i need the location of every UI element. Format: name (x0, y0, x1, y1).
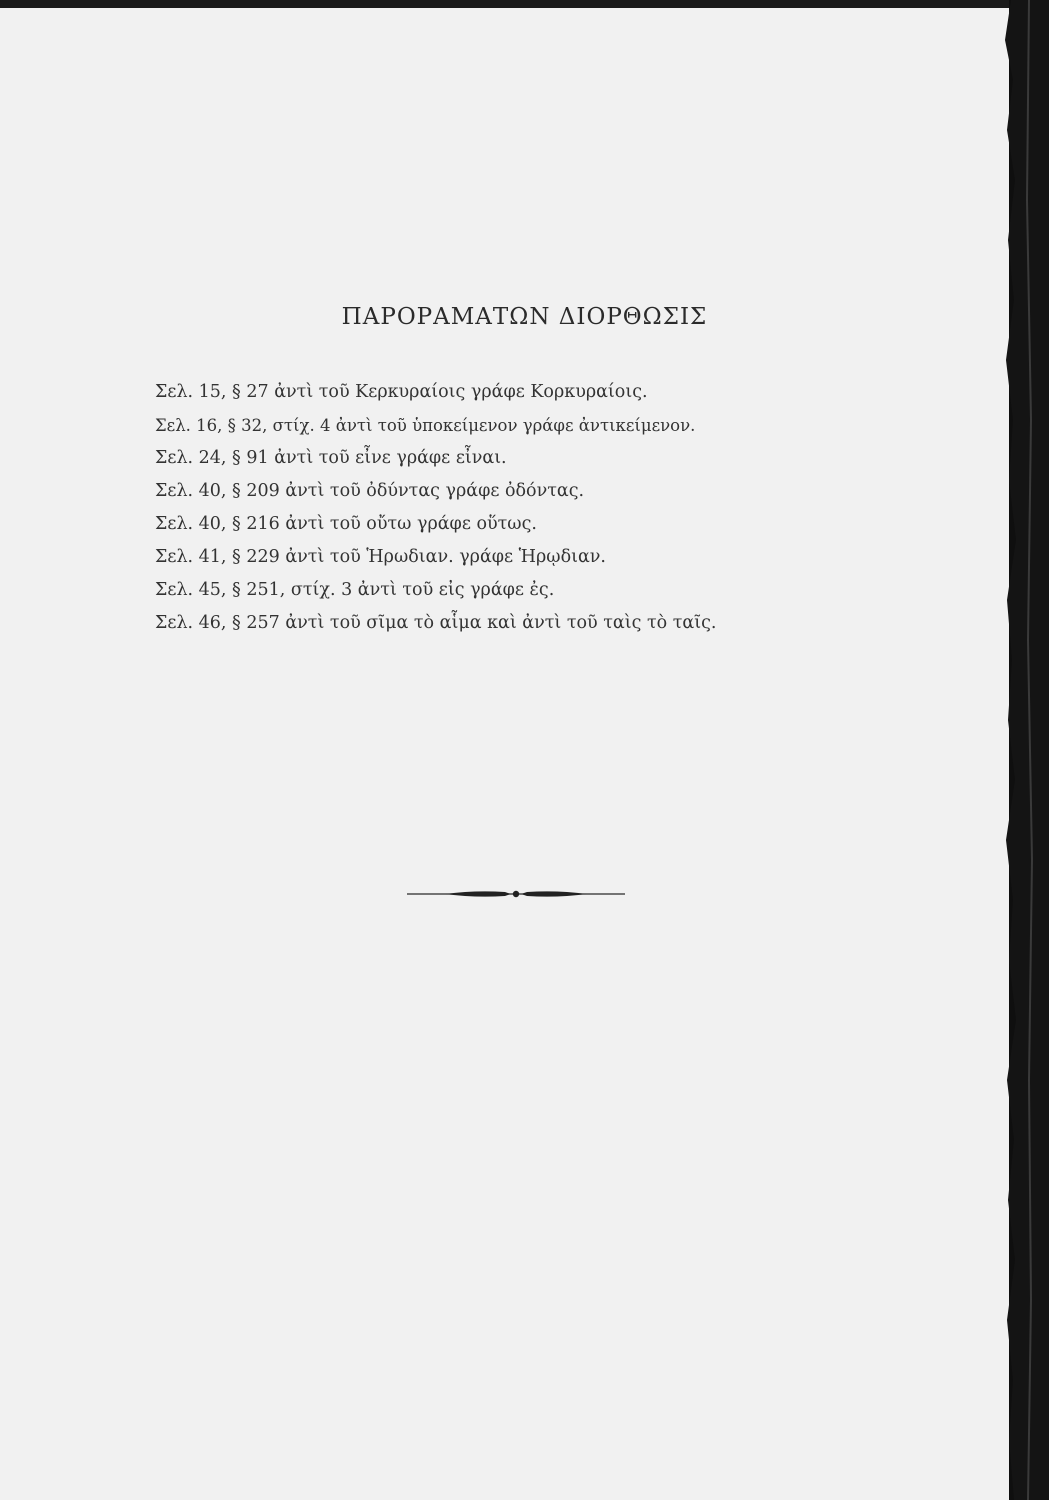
divider-ornament (405, 884, 627, 904)
errata-item: Σελ. 24, § 91 ἀντὶ τοῦ εἶνε γράφε εἶναι. (155, 448, 507, 468)
errata-item: Σελ. 15, § 27 ἀντὶ τοῦ Κερκυραίοις γράφε Κορκυραίοις. (155, 382, 648, 402)
errata-list (155, 376, 716, 640)
book-spine-edge (989, 0, 1049, 1500)
errata-item: Σελ. 46, § 257 ἀντὶ τοῦ σῖμα τὸ αἷμα καὶ ἀντὶ τοῦ ταὶς τὸ ταῖς. (155, 613, 717, 633)
errata-item: Σελ. 41, § 229 ἀντὶ τοῦ Ἡρωδιαν. γράφε Ἡρῳδιαν. (155, 547, 606, 567)
top-page-edge (0, 0, 1049, 8)
errata-item: Σελ. 16, § 32, στίχ. 4 ἀντὶ τοῦ ὑποκείμενον γράφε ἀντικείμενον. (155, 416, 696, 435)
errata-item: Σελ. 45, § 251, στίχ. 3 ἀντὶ τοῦ εἰς γράφε ἐς. (155, 580, 555, 600)
errata-item: Σελ. 40, § 209 ἀντὶ τοῦ ὀδύντας γράφε ὀδόντας. (155, 481, 585, 501)
errata-item: Σελ. 40, § 216 ἀντὶ τοῦ οὔτω γράφε οὕτως. (155, 514, 537, 534)
page-title: ΠΑΡΟΡΑΜΑΤΩΝ ΔΙΟΡΘΩΣΙΣ (341, 304, 708, 330)
